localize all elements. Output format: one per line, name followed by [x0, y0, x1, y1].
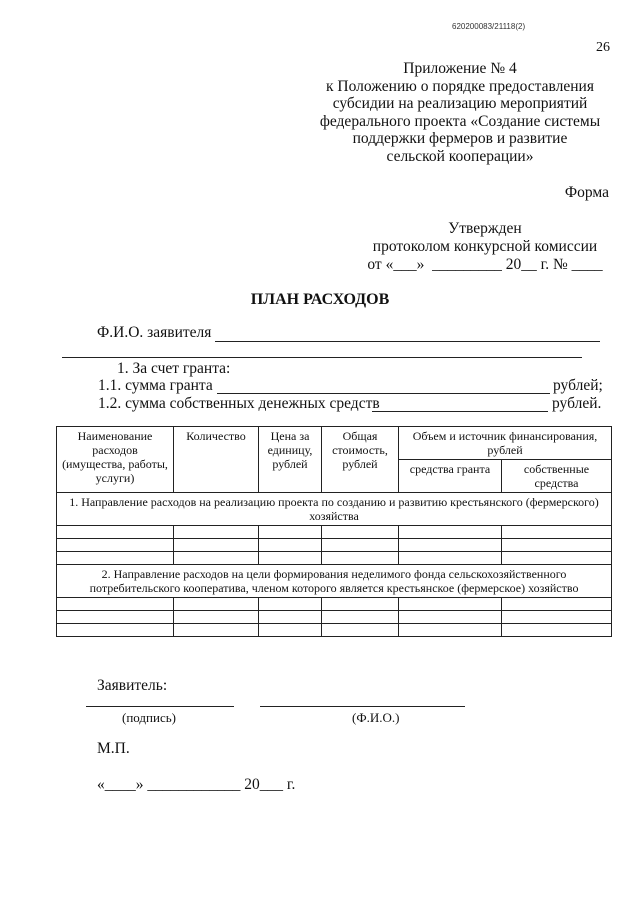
section-2-heading: 2. Направление расходов на цели формирования неделимого фонда сельскохозяйственного потребительского кооператива, членом которого является крестьянское (фермерское) хозяйство: [57, 565, 612, 598]
column-header-own-funds: собственные средства: [502, 460, 612, 493]
table-cell: [174, 539, 259, 552]
column-header-grant-funds: средства гранта: [399, 460, 502, 493]
table-cell: [57, 624, 174, 637]
column-header-total: Общая стоимость, рублей: [322, 427, 399, 493]
approval-block: [360, 220, 610, 274]
annex-line: сельской кооперации»: [386, 147, 534, 165]
table-cell: [174, 624, 259, 637]
table-cell: [259, 611, 322, 624]
table-cell: [399, 611, 502, 624]
table-cell: [259, 598, 322, 611]
table-cell: [399, 624, 502, 637]
table-cell: [399, 539, 502, 552]
table-cell: [399, 598, 502, 611]
grant-amount-unit: рублей;: [553, 377, 603, 394]
annex-line: Приложение № 4: [403, 60, 517, 77]
approval-line: Утвержден: [448, 220, 522, 237]
table-cell: [174, 611, 259, 624]
table-cell: [502, 598, 612, 611]
table-cell: [322, 539, 399, 552]
column-header-volume-source: Объем и источник финансирования, рублей: [399, 427, 612, 460]
approval-line: протоколом конкурсной комиссии: [372, 238, 598, 255]
table-cell: [502, 526, 612, 539]
table-cell: [57, 611, 174, 624]
fio-caption: (Ф.И.О.): [352, 710, 400, 725]
column-header-quantity: Количество: [174, 427, 259, 493]
table-cell: [259, 552, 322, 565]
annex-line: к Положению о порядке предоставления: [326, 77, 594, 95]
form-label: Форма: [564, 184, 609, 201]
table-cell: [502, 552, 612, 565]
table-row: [57, 624, 612, 637]
own-funds-label: 1.2. сумма собственных денежных средств: [98, 395, 380, 412]
table-cell: [259, 526, 322, 539]
grant-amount-label: 1.1. сумма гранта: [98, 377, 213, 394]
table-cell: [502, 539, 612, 552]
section-1-heading: 1. Направление расходов на реализацию проекта по созданию и развитию крестьянского (фермерского) хозяйства: [57, 493, 612, 526]
document-id: 620200083/21118(2): [452, 22, 526, 31]
annex-line: субсидии на реализацию мероприятий: [332, 95, 588, 112]
applicant-fio-line: [215, 341, 600, 342]
applicant-fio-line-continued: [62, 357, 582, 358]
table-cell: [322, 624, 399, 637]
applicant-signature-label: Заявитель:: [97, 677, 168, 694]
table-cell: [399, 552, 502, 565]
table-cell: [174, 552, 259, 565]
table-cell: [57, 598, 174, 611]
table-cell: [502, 611, 612, 624]
table-row: [57, 526, 612, 539]
table-cell: [322, 598, 399, 611]
table-cell: [174, 526, 259, 539]
annex-line: поддержки фермеров и развитие: [352, 130, 568, 147]
own-funds-line: [372, 411, 548, 412]
column-header-unit-price: Цена за единицу, рублей: [259, 427, 322, 493]
table-cell: [57, 539, 174, 552]
stamp-place-label: М.П.: [97, 740, 130, 757]
signature-caption: (подпись): [122, 710, 176, 725]
table-cell: [322, 552, 399, 565]
applicant-fio-label: Ф.И.О. заявителя: [97, 324, 212, 341]
section-row: [57, 493, 612, 526]
column-header-name: Наименование расходов (имущества, работы, услуги): [57, 427, 174, 493]
table-header-row: [57, 427, 612, 460]
own-funds-unit: рублей.: [552, 395, 602, 412]
page-number: 26: [596, 40, 610, 55]
signature-date-line: «____» ____________ 20___ г.: [97, 776, 296, 793]
annex-header: [310, 60, 610, 165]
table-cell: [57, 526, 174, 539]
grant-amount-line: [217, 393, 550, 394]
table-row: [57, 611, 612, 624]
table-cell: [322, 611, 399, 624]
table-row: [57, 552, 612, 565]
table-cell: [502, 624, 612, 637]
table-cell: [259, 539, 322, 552]
fio-line: [260, 706, 465, 707]
expense-plan-table: [56, 426, 612, 637]
table-cell: [399, 526, 502, 539]
table-cell: [174, 598, 259, 611]
table-cell: [259, 624, 322, 637]
annex-line: федерального проекта «Создание системы: [319, 112, 601, 130]
funding-grant-heading: 1. За счет гранта:: [117, 360, 231, 377]
table-cell: [322, 526, 399, 539]
signature-line: [86, 706, 234, 707]
section-row: [57, 565, 612, 598]
table-cell: [57, 552, 174, 565]
page-title: ПЛАН РАСХОДОВ: [250, 291, 390, 308]
table-row: [57, 539, 612, 552]
approval-date-line: от «___» _________ 20__ г. № ____: [367, 256, 603, 273]
table-row: [57, 598, 612, 611]
